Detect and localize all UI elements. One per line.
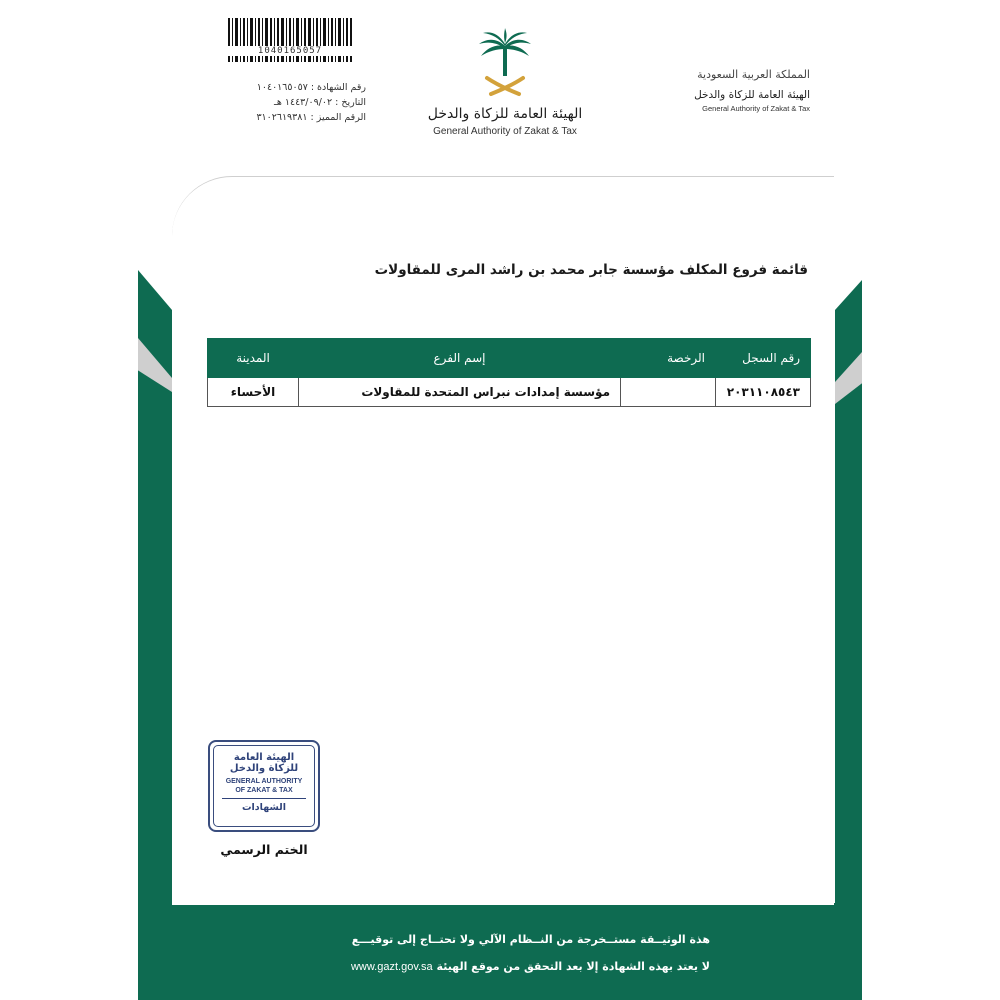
- footer-band: [138, 903, 862, 1000]
- certificate-number: رقم الشهادة : ١٠٤٠١٦٥٠٥٧: [256, 82, 366, 93]
- certificate-date: التاريخ : ١٤٤٣/٠٩/٠٢ هـ: [274, 97, 366, 108]
- stamp-ar-line3: الشهادات: [241, 802, 286, 813]
- stamp-caption: الختم الرسمي: [220, 842, 308, 857]
- table-row: [208, 378, 811, 407]
- header-right: [630, 68, 810, 113]
- header-branch-name: إسم الفرع: [299, 339, 621, 378]
- cell-reg-no: ٢٠٣١١٠٨٥٤٣: [716, 378, 811, 407]
- stamp-ar-line1: الهيئة العامة: [233, 752, 295, 763]
- authority-name-en: General Authority of Zakat & Tax: [702, 104, 810, 113]
- stamp-divider: [222, 798, 306, 799]
- cell-city: الأحساء: [208, 378, 299, 407]
- stamp-inner: [213, 745, 315, 827]
- footer-verify-text: لا يعتد بهذه الشهادة إلا بعد التحقق من موقع الهيئة: [436, 960, 710, 973]
- cell-license: [621, 378, 716, 407]
- certificate-unique-number: الرقم المميز : ٣١٠٢٦١٩٣٨١: [256, 112, 366, 123]
- document-title: قائمة فروع المكلف مؤسسة جابر محمد بن راشد المرى للمقاولات: [374, 262, 808, 278]
- certificate-info: [226, 80, 366, 125]
- footer-notice: هذة الوثيــقة مستــخرجة من النــظام الآلي ولا تحتــاج إلى توقيـــع: [351, 933, 710, 946]
- barcode-number: 1040165057: [226, 46, 354, 56]
- stamp-en-line1: GENERAL AUTHORITY: [225, 778, 303, 785]
- header-license: الرخصة: [621, 339, 716, 378]
- footer-url-link[interactable]: www.gazt.gov.sa: [350, 961, 433, 973]
- branches-table: [207, 338, 811, 407]
- cell-branch-name: مؤسسة إمدادات نبراس المتحدة للمقاولات: [299, 378, 621, 407]
- logo-name-ar: الهيئة العامة للزكاة والدخل: [427, 106, 583, 122]
- palm-swords-icon: [475, 28, 535, 100]
- official-stamp: [208, 740, 320, 832]
- table-header-row: [208, 339, 811, 378]
- footer-verify: [300, 960, 710, 973]
- header-city: المدينة: [208, 339, 299, 378]
- logo-name-en: General Authority of Zakat & Tax: [433, 126, 577, 137]
- header-reg-no: رقم السجل: [716, 339, 811, 378]
- authority-logo: [410, 28, 600, 137]
- kingdom-name: المملكة العربية السعودية: [697, 68, 810, 81]
- stamp-en-line2: OF ZAKAT & TAX: [235, 787, 293, 794]
- authority-name-ar: الهيئة العامة للزكاة والدخل: [694, 89, 810, 101]
- stamp-ar-line2: للزكاة والدخل: [229, 763, 299, 774]
